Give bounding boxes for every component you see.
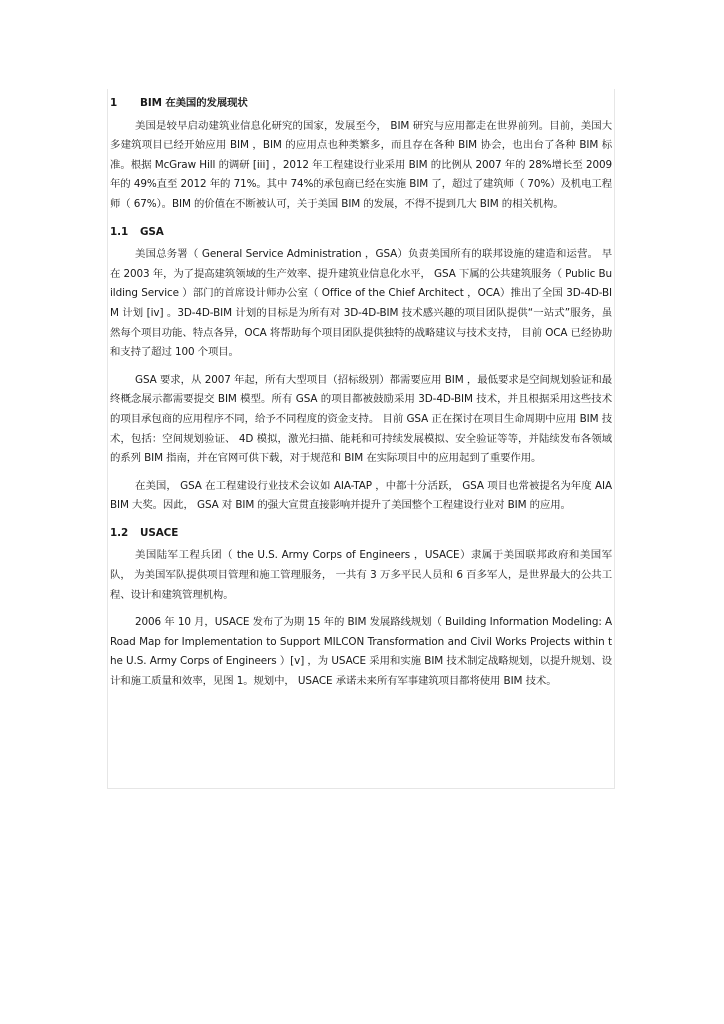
heading-number: 1.2 <box>110 526 129 539</box>
heading-title: BIM 在美国的发展现状 <box>140 97 248 109</box>
gsa-paragraph-2: GSA 要求，从 2007 年起，所有大型项目（招标级别）都需要应用 BIM ，最低要求是空间规划验证和最终概念展示都需要提交 BIM 模型。所有 GSA 的项目都被鼓励采用 3D-4D-BIM 技术，并且根据采用这些技术的项目承包商的应用程序不同，给予不同程度的资金支持。 目前 GSA 正在探讨在项目生命周期中应用 BIM 技术，包括：空间规划验证、 4D 模拟，激光扫描、能耗和可持续发展模拟、安全验证等等，并陆续发布各领域的系列 BIM 指南，并在官网可供下载，对于规范和 BIM 在实际项目中的应用起到了重要作用。 <box>110 373 612 465</box>
heading-title: USACE <box>140 526 179 539</box>
heading-title: GSA <box>140 225 164 238</box>
gsa-paragraph-3: 在美国， GSA 在工程建设行业技术会议如 AIA-TAP ，中都十分活跃， GSA 项目也常被提名为年度 AIA BIM 大奖。因此， GSA 对 BIM 的强大宣贯直接影响并提升了美国整个工程建设行业对 BIM 的应用。 <box>110 479 612 512</box>
heading-number: 1 <box>110 97 118 109</box>
usace-paragraph-1: 美国陆军工程兵团（ the U.S. Army Corps of Engineers ，USACE）隶属于美国联邦政府和美国军队， 为美国军队提供项目管理和施工管理服务， 一共有 3 万多平民人员和 6 百多军人，是世界最大的公共工程、设计和建筑管理机构。 <box>110 549 612 601</box>
intro-paragraph: 美国是较早启动建筑业信息化研究的国家，发展至今， BIM 研究与应用都走在世界前列。目前，美国大多建筑项目已经开始应用 BIM ，BIM 的应用点也种类繁多，而且存在各种 BIM 协会，也出台了各种 BIM 标准。根据 McGraw Hill 的调研 [iii] ，2012 年工程建设行业采用 BIM 的比例从 2007 年的 28%增长至 2009 年的 49%直至 2012 年的 71%。其中 74%的承包商已经在实施 BIM 了，超过了建筑师（ 70%）及机电工程师（ 67%）。BIM 的价值在不断被认可，关于美国 BIM 的发展，不得不提到几大 BIM 的相关机构。 <box>110 119 612 210</box>
heading-usace <box>110 524 612 544</box>
heading-gsa <box>110 223 612 243</box>
gsa-paragraph-1: 美国总务署（ General Service Administration ，GSA）负责美国所有的联邦设施的建造和运营。 早在 2003 年，为了提高建筑领域的生产效率、提升建筑业信息化水平， GSA 下属的公共建筑服务（ Public Building Service ）部门的首席设计师办公室（ Office of the Chief Architect ，OCA）推出了全国 3D-4D-BIM 计划 [iv] 。3D-4D-BIM 计划的目标是为所有对 3D-4D-BIM 技术感兴趣的项目团队提供“一站式”服务，虽然每个项目功能、特点各异，OCA 将帮助每个项目团队提供独特的战略建议与技术支持， 目前 OCA 已经协助和支持了超过 100 个项目。 <box>110 248 612 359</box>
heading-number: 1.1 <box>110 225 129 238</box>
document-body <box>110 94 612 692</box>
heading-bim-in-us <box>110 94 612 114</box>
usace-paragraph-2: 2006 年 10 月，USACE 发布了为期 15 年的 BIM 发展路线规划（ Building Information Modeling: A Road Map for Implementation to Support MILCON Transformation and Civil Works Projects within the U.S. Army Corps of Engineers ）[v] ，为 USACE 采用和实施 BIM 技术制定战略规划，以提升规划、设计和施工质量和效率，见图 1。规划中， USACE 承诺未来所有军事建筑项目都将使用 BIM 技术。 <box>110 616 612 688</box>
